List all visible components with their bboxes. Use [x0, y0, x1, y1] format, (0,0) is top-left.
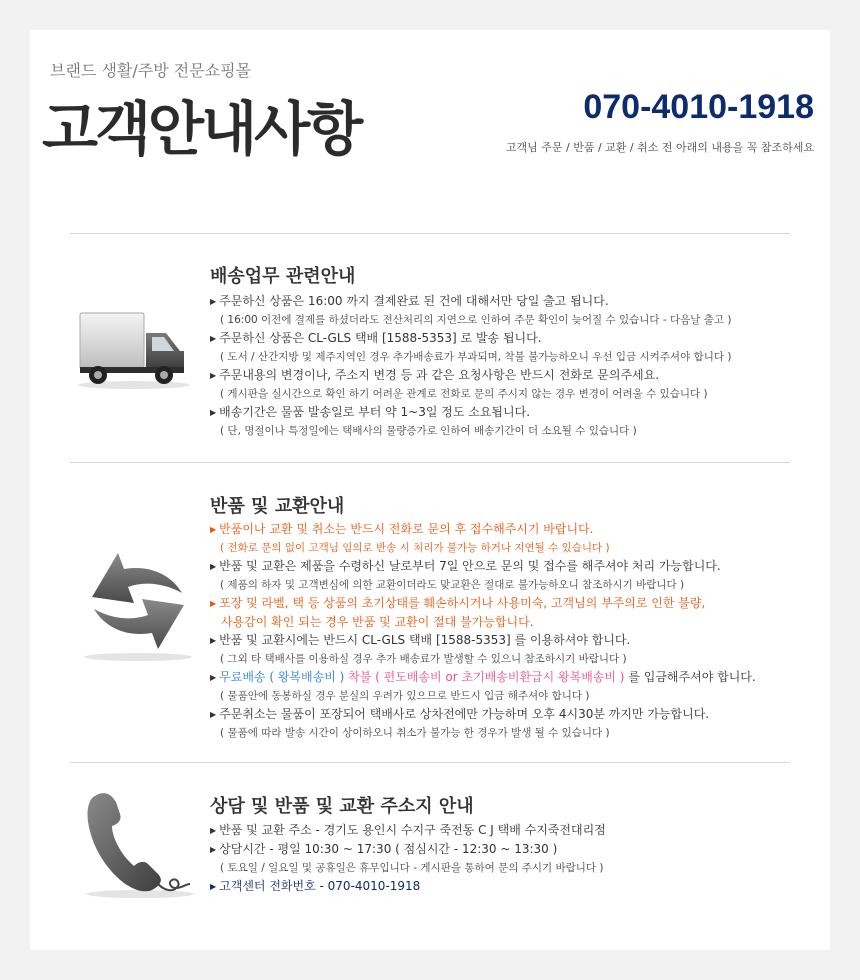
bullet-icon: ▶ [210, 408, 217, 417]
bullet-icon: ▶ [210, 636, 217, 645]
list-item: ▶ 반품 및 교환시에는 반드시 CL-GLS 택배 [1588-5353] 를 이용하셔야 합니다. [210, 633, 631, 647]
list-item: ▶ 주문취소는 물품이 포장되어 택배사로 상차전에만 가능하며 오후 4시30분 까지만 가능합니다. [210, 707, 710, 721]
bullet-icon: ▶ [210, 882, 217, 891]
list-note: ( 도서 / 산간지방 및 제주지역인 경우 추가배송료가 부과되며, 착불 불가능하오니 우선 입금 시켜주셔야 합니다 ) [220, 351, 732, 363]
list-note: ( 그외 타 택배사를 이용하실 경우 추가 배송료가 발생할 수 있으니 참조하시기 바랍니다 ) [220, 653, 627, 665]
list-item: ▶ 반품 및 교환은 제품을 수령하신 날로부터 7일 안으로 문의 및 접수를 해주셔야 처리 가능합니다. [210, 559, 721, 573]
list-note: ( 물품안에 동봉하실 경우 분실의 우려가 있으므로 반드시 입금 해주셔야 합니다 ) [220, 690, 590, 702]
list-note: ( 물품에 따라 발송 시간이 상이하오니 취소가 불가능 한 경우가 발생 될 수 있습니다 ) [220, 727, 610, 739]
list-note: ( 단, 명절이나 특정일에는 택배사의 물량증가로 인하여 배송기간이 더 소요될 수 있습니다 ) [220, 425, 637, 437]
list-note: ( 16:00 이전에 결제를 하셨더라도 전산처리의 지연으로 인하여 주문 확인이 늦어질 수 있습니다 - 다음날 출고 ) [220, 314, 732, 326]
exchange-arrows-icon [78, 545, 198, 665]
bullet-icon: ▶ [210, 599, 217, 608]
cod-shipping-label: 착불 ( 편도배송비 or 초기배송비환급시 왕복배송비 ) [348, 670, 625, 684]
divider [70, 233, 790, 234]
list-item: ▶ 상담시간 - 평일 10:30 ~ 17:30 ( 점심시간 - 12:30 ~ 13:30 ) [210, 842, 558, 856]
list-item: ▶ 무료배송 ( 왕복배송비 ) 착불 ( 편도배송비 or 초기배송비환급시 왕복배송비 ) 를 입금해주셔야 합니다. [210, 670, 756, 684]
list-item: ▶ 주문하신 상품은 CL-GLS 택배 [1588-5353] 로 발송 됩니다. [210, 331, 542, 345]
list-item-continued: 사용감이 확인 되는 경우 반품 및 교환이 절대 불가능합니다. [221, 615, 534, 629]
bullet-icon: ▶ [210, 710, 217, 719]
returns-info-list [210, 520, 770, 742]
customer-center-phone[interactable]: ▶ 고객센터 전화번호 - 070-4010-1918 [210, 879, 421, 893]
contact-section-title: 상담 및 반품 및 교환 주소지 안내 [210, 796, 474, 817]
list-note: ( 전화로 문의 없이 고객님 임의로 반송 시 처리가 불가능 하거나 지연될 수 있습니다 ) [220, 542, 610, 554]
free-shipping-label: 무료배송 ( 왕복배송비 ) [219, 670, 345, 684]
bullet-icon: ▶ [210, 562, 217, 571]
bullet-icon: ▶ [210, 371, 217, 380]
list-note: ( 제품의 하자 및 고객변심에 의한 교환이더라도 맞교환은 절대로 불가능하오니 참조하시기 바랍니다 ) [220, 579, 685, 591]
phone-number: 070-4010-1918 [583, 88, 814, 126]
delivery-info-list [210, 292, 770, 440]
contact-info-list [210, 821, 770, 896]
bullet-icon: ▶ [210, 673, 217, 682]
bullet-icon: ▶ [210, 826, 217, 835]
telephone-icon [80, 788, 200, 903]
bullet-icon: ▶ [210, 334, 217, 343]
list-item: ▶ 반품 및 교환 주소 - 경기도 용인시 수지구 죽전동 C J 택배 수지죽전대리점 [210, 823, 606, 837]
list-item: ▶ 배송기간은 물품 발송일로 부터 약 1~3일 정도 소요됩니다. [210, 405, 531, 419]
shop-subtitle: 브랜드 생활/주방 전문쇼핑몰 [50, 61, 252, 80]
bullet-icon: ▶ [210, 845, 217, 854]
phone-note: 고객님 주문 / 반품 / 교환 / 취소 전 아래의 내용을 꼭 참조하세요 [505, 141, 814, 154]
list-note: ( 토요일 / 일요일 및 공휴일은 휴무입니다 - 게시판을 통하여 문의 주시기 바랍니다 ) [220, 862, 604, 874]
delivery-section-title: 배송업무 관련안내 [210, 266, 356, 287]
page-title: 고객안내사항 [42, 95, 361, 163]
list-item: ▶ 반품이나 교환 및 취소는 반드시 전화로 문의 후 접수해주시기 바랍니다. [210, 522, 594, 536]
bullet-icon: ▶ [210, 297, 217, 306]
returns-section-title: 반품 및 교환안내 [210, 496, 345, 517]
divider [70, 762, 790, 763]
list-item: ▶ 포장 및 라벨, 택 등 상품의 초기상태를 훼손하시거나 사용미숙, 고객님의 부주의로 인한 불량, [210, 596, 706, 610]
list-note: ( 게시판을 실시간으로 확인 하기 어려운 관계로 전화로 문의 주시지 않는 경우 변경이 어려울 수 있습니다 ) [220, 388, 708, 400]
divider [70, 462, 790, 463]
list-item: ▶ 주문하신 상품은 16:00 까지 결제완료 된 건에 대해서만 당일 출고 됩니다. [210, 294, 609, 308]
bullet-icon: ▶ [210, 525, 217, 534]
truck-icon [76, 305, 196, 395]
list-item: ▶ 주문내용의 변경이나, 주소지 변경 등 과 같은 요청사항은 반드시 전화로 문의주세요. [210, 368, 660, 382]
